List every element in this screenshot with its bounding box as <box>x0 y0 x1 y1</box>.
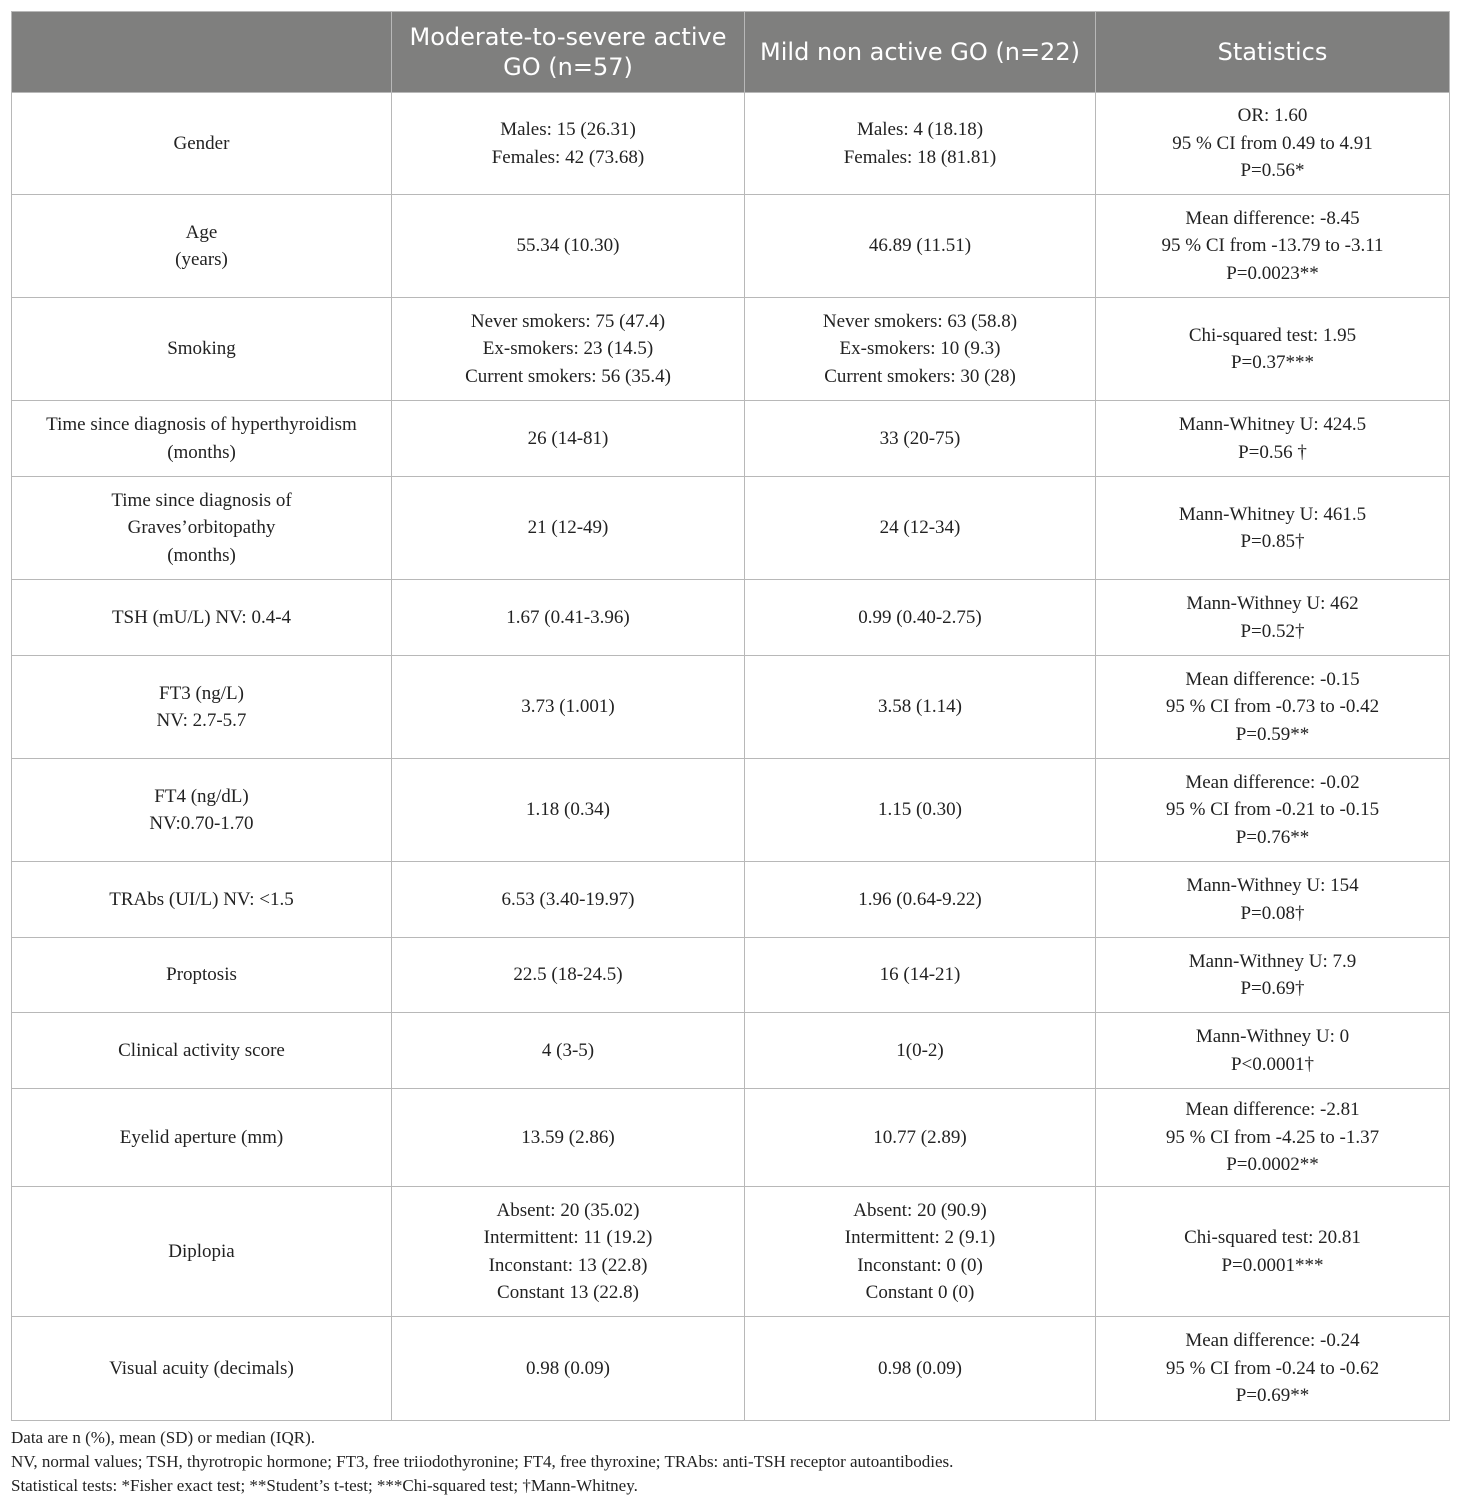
moderate-severe-value-line: 13.59 (2.86) <box>521 1126 615 1148</box>
mild-non-active-value-line: 16 (14-21) <box>879 964 961 986</box>
statistics-value-line: Mean difference: -0.02 <box>1185 771 1360 793</box>
row-label-line: (months) <box>167 544 236 566</box>
row-label-line: NV: 2.7-5.7 <box>156 710 247 731</box>
mild-non-active-value-line: Current smokers: 30 (28) <box>824 365 1016 387</box>
statistics-value-line: P<0.0001† <box>1230 1053 1315 1075</box>
table-row <box>12 401 1450 477</box>
statistics-value-line: Mann-Withney U: 462 <box>1186 593 1359 615</box>
moderate-severe-value-line: Ex-smokers: 23 (14.5) <box>482 338 654 360</box>
mild-non-active-value-cell <box>745 1187 1096 1317</box>
moderate-severe-value-line: 4 (3-5) <box>541 1039 595 1061</box>
moderate-severe-value-cell <box>392 401 745 477</box>
mild-non-active-value-cell <box>745 938 1096 1013</box>
table-row <box>12 1089 1450 1187</box>
statistics-value-line: P=0.59** <box>1235 723 1310 745</box>
mild-non-active-value-line: 1.15 (0.30) <box>878 799 962 821</box>
statistics-value-line: P=0.76** <box>1235 826 1310 848</box>
row-label-line: Age <box>185 221 218 243</box>
footnote-statistical-tests: Statistical tests: *Fisher exact test; **Student’s t-test; ***Chi-squared test; †Mann-Whitney. <box>11 1476 638 1495</box>
header-row <box>12 12 1450 93</box>
moderate-severe-value-line: Females: 42 (73.68) <box>491 146 645 168</box>
mild-non-active-value-line: 1.96 (0.64-9.22) <box>858 888 982 910</box>
moderate-severe-value-cell <box>392 580 745 656</box>
header-mild-non-active-go: Mild non active GO (n=22) <box>745 12 1096 93</box>
row-label-line: Smoking <box>167 338 236 360</box>
row-label-line: TRAbs (UI/L) NV: <1.5 <box>109 888 294 910</box>
mild-non-active-value-line: 46.89 (11.51) <box>868 235 972 257</box>
mild-non-active-value-line: 33 (20-75) <box>879 427 961 449</box>
moderate-severe-value-cell <box>392 1317 745 1421</box>
moderate-severe-value-line: 3.73 (1.001) <box>521 696 615 718</box>
moderate-severe-value-cell <box>392 1013 745 1089</box>
mild-non-active-value-line: 3.58 (1.14) <box>878 696 962 718</box>
mild-non-active-value-cell <box>745 93 1096 195</box>
table-row <box>12 938 1450 1013</box>
mild-non-active-value-line: Females: 18 (81.81) <box>843 146 997 168</box>
row-label-cell <box>12 401 392 477</box>
mild-non-active-value-cell <box>745 759 1096 862</box>
row-label-line: FT4 (ng/dL) <box>154 785 249 807</box>
moderate-severe-value-cell <box>392 759 745 862</box>
table-row <box>12 1187 1450 1317</box>
row-label-cell <box>12 1317 392 1421</box>
row-label-cell <box>12 195 392 298</box>
statistics-value-line: P=0.08† <box>1240 902 1305 924</box>
statistics-value-line: P=0.56* <box>1240 160 1305 182</box>
statistics-value-cell <box>1096 1317 1450 1421</box>
mild-non-active-value-line: Absent: 20 (90.9) <box>853 1199 987 1221</box>
table-row <box>12 1317 1450 1421</box>
moderate-severe-value-line: Current smokers: 56 (35.4) <box>465 365 671 387</box>
mild-non-active-value-line: 10.77 (2.89) <box>873 1126 967 1148</box>
table-row <box>12 1013 1450 1089</box>
mild-non-active-value-cell <box>745 195 1096 298</box>
mild-non-active-value-line: Intermittent: 2 (9.1) <box>844 1227 996 1249</box>
moderate-severe-value-line: 6.53 (3.40-19.97) <box>501 888 635 910</box>
statistics-value-cell <box>1096 1187 1450 1317</box>
statistics-value-line: Chi-squared test: 1.95 <box>1188 324 1357 346</box>
table-row <box>12 195 1450 298</box>
statistics-value-line: Mean difference: -2.81 <box>1185 1099 1360 1121</box>
row-label-line: Visual acuity (decimals) <box>109 1357 294 1379</box>
moderate-severe-value-line: 1.67 (0.41-3.96) <box>506 606 630 628</box>
footnote-abbreviations: NV, normal values; TSH, thyrotropic hormone; FT3, free triiodothyronine; FT4, free thyroxine; TRAbs: anti-TSH receptor autoantibodies. <box>11 1452 954 1471</box>
moderate-severe-value-line: Never smokers: 75 (47.4) <box>470 310 666 332</box>
row-label-line: Diplopia <box>168 1240 235 1262</box>
mild-non-active-value-cell <box>745 580 1096 656</box>
moderate-severe-value-line: 22.5 (18-24.5) <box>513 964 623 986</box>
header-statistics: Statistics <box>1096 12 1450 93</box>
statistics-value-line: Mann-Withney U: 154 <box>1186 875 1359 897</box>
statistics-value-line: Mean difference: -0.15 <box>1185 668 1360 690</box>
moderate-severe-value-cell <box>392 1187 745 1317</box>
row-label-line: Graves’orbitopathy <box>127 517 276 539</box>
row-label-line: Eyelid aperture (mm) <box>119 1126 284 1148</box>
mild-non-active-value-cell <box>745 401 1096 477</box>
table-row <box>12 759 1450 862</box>
mild-non-active-value-line: Males: 4 (18.18) <box>856 119 984 141</box>
statistics-value-line: 95 % CI from -0.73 to -0.42 <box>1165 696 1380 718</box>
mild-non-active-value-cell <box>745 862 1096 938</box>
moderate-severe-value-cell <box>392 93 745 195</box>
row-label-line: TSH (mU/L) NV: 0.4-4 <box>111 606 292 628</box>
table-footnotes <box>11 1426 1449 1498</box>
moderate-severe-value-line: 21 (12-49) <box>527 517 609 539</box>
row-label-line: Gender <box>173 132 230 154</box>
moderate-severe-value-cell <box>392 656 745 759</box>
row-label-line: (years) <box>175 249 228 270</box>
row-label-line: Proptosis <box>166 964 237 986</box>
row-label-line: NV:0.70-1.70 <box>149 813 254 834</box>
mild-non-active-value-cell <box>745 298 1096 401</box>
moderate-severe-value-cell <box>392 195 745 298</box>
row-label-line: Time since diagnosis of hyperthyroidism <box>46 414 357 436</box>
statistics-value-line: P=0.85† <box>1240 531 1305 552</box>
row-label-cell <box>12 1013 392 1089</box>
statistics-value-cell <box>1096 1013 1450 1089</box>
statistics-value-line: P=0.69** <box>1235 1385 1310 1407</box>
mild-non-active-value-line: Inconstant: 0 (0) <box>857 1254 983 1276</box>
table-row <box>12 93 1450 195</box>
table-row <box>12 298 1450 401</box>
table-row <box>12 656 1450 759</box>
row-label-cell <box>12 1089 392 1187</box>
statistics-value-cell <box>1096 656 1450 759</box>
statistics-value-line: Mean difference: -0.24 <box>1185 1330 1360 1352</box>
statistics-value-line: Mean difference: -8.45 <box>1185 207 1360 229</box>
statistics-value-line: OR: 1.60 <box>1237 105 1308 127</box>
row-label-cell <box>12 1187 392 1317</box>
row-label-cell <box>12 477 392 580</box>
table-row <box>12 862 1450 938</box>
statistics-value-line: Mann-Whitney U: 424.5 <box>1178 414 1367 436</box>
statistics-value-cell <box>1096 580 1450 656</box>
moderate-severe-value-line: 26 (14-81) <box>527 427 609 449</box>
statistics-value-line: P=0.52† <box>1240 620 1305 642</box>
statistics-value-line: P=0.0001*** <box>1221 1254 1324 1276</box>
statistics-value-cell <box>1096 938 1450 1013</box>
statistics-value-line: 95 % CI from -0.21 to -0.15 <box>1165 799 1380 821</box>
statistics-value-cell <box>1096 298 1450 401</box>
header-moderate-severe-active-go: Moderate-to-severe active GO (n=57) <box>392 12 745 93</box>
data-table-container <box>11 11 1449 1421</box>
moderate-severe-value-line: 55.34 (10.30) <box>516 235 620 257</box>
moderate-severe-value-cell <box>392 1089 745 1187</box>
row-label-cell <box>12 656 392 759</box>
row-label-cell <box>12 938 392 1013</box>
moderate-severe-value-cell <box>392 298 745 401</box>
moderate-severe-value-cell <box>392 477 745 580</box>
row-label-line: FT3 (ng/L) <box>159 682 244 704</box>
footnote-data-format: Data are n (%), mean (SD) or median (IQR). <box>11 1428 315 1447</box>
statistics-value-line: P=0.69† <box>1240 978 1305 999</box>
table-row <box>12 477 1450 580</box>
table-body <box>12 93 1450 1421</box>
mild-non-active-value-line: Ex-smokers: 10 (9.3) <box>839 338 1001 360</box>
mild-non-active-value-line: 0.98 (0.09) <box>878 1357 962 1379</box>
moderate-severe-value-line: 1.18 (0.34) <box>526 799 610 821</box>
statistics-value-cell <box>1096 1089 1450 1187</box>
row-label-line: Time since diagnosis of <box>111 489 292 511</box>
row-label-cell <box>12 759 392 862</box>
row-label-line: (months) <box>167 441 236 463</box>
statistics-value-line: 95 % CI from -0.24 to -0.62 <box>1165 1357 1380 1379</box>
statistics-value-line: P=0.56 † <box>1238 441 1307 463</box>
statistics-value-line: P=0.0002** <box>1226 1154 1319 1176</box>
statistics-value-cell <box>1096 93 1450 195</box>
moderate-severe-value-line: Intermittent: 11 (19.2) <box>483 1227 653 1249</box>
mild-non-active-value-line: 24 (12-34) <box>879 517 961 539</box>
statistics-value-line: Mann-Whitney U: 461.5 <box>1178 503 1367 525</box>
comparison-table <box>11 11 1450 1421</box>
mild-non-active-value-line: Never smokers: 63 (58.8) <box>822 310 1018 332</box>
moderate-severe-value-line: Absent: 20 (35.02) <box>496 1199 640 1221</box>
row-label-cell <box>12 93 392 195</box>
statistics-value-line: 95 % CI from -4.25 to -1.37 <box>1165 1126 1380 1148</box>
moderate-severe-value-line: Males: 15 (26.31) <box>500 119 636 141</box>
mild-non-active-value-line: 0.99 (0.40-2.75) <box>858 606 982 628</box>
statistics-value-line: Chi-squared test: 20.81 <box>1184 1227 1361 1249</box>
moderate-severe-value-line: Constant 13 (22.8) <box>497 1281 639 1303</box>
moderate-severe-value-line: 0.98 (0.09) <box>526 1357 610 1379</box>
row-label-cell <box>12 580 392 656</box>
row-label-line: Clinical activity score <box>118 1039 285 1061</box>
mild-non-active-value-cell <box>745 1089 1096 1187</box>
moderate-severe-value-cell <box>392 862 745 938</box>
mild-non-active-value-line: Constant 0 (0) <box>865 1281 975 1303</box>
statistics-value-cell <box>1096 759 1450 862</box>
statistics-value-cell <box>1096 195 1450 298</box>
moderate-severe-value-line: Inconstant: 13 (22.8) <box>488 1254 648 1276</box>
statistics-value-cell <box>1096 862 1450 938</box>
statistics-value-line: 95 % CI from 0.49 to 4.91 <box>1172 132 1373 154</box>
row-label-cell <box>12 298 392 401</box>
mild-non-active-value-cell <box>745 1013 1096 1089</box>
statistics-value-line: P=0.0023** <box>1226 262 1319 284</box>
header-empty <box>12 12 392 93</box>
statistics-value-line: 95 % CI from -13.79 to -3.11 <box>1161 235 1384 257</box>
moderate-severe-value-cell <box>392 938 745 1013</box>
mild-non-active-value-cell <box>745 656 1096 759</box>
mild-non-active-value-line: 1(0-2) <box>896 1039 944 1061</box>
row-label-cell <box>12 862 392 938</box>
mild-non-active-value-cell <box>745 477 1096 580</box>
table-row <box>12 580 1450 656</box>
statistics-value-line: P=0.37*** <box>1230 352 1315 373</box>
mild-non-active-value-cell <box>745 1317 1096 1421</box>
statistics-value-line: Mann-Withney U: 0 <box>1195 1026 1350 1048</box>
statistics-value-cell <box>1096 477 1450 580</box>
statistics-value-line: Mann-Withney U: 7.9 <box>1188 950 1357 972</box>
statistics-value-cell <box>1096 401 1450 477</box>
